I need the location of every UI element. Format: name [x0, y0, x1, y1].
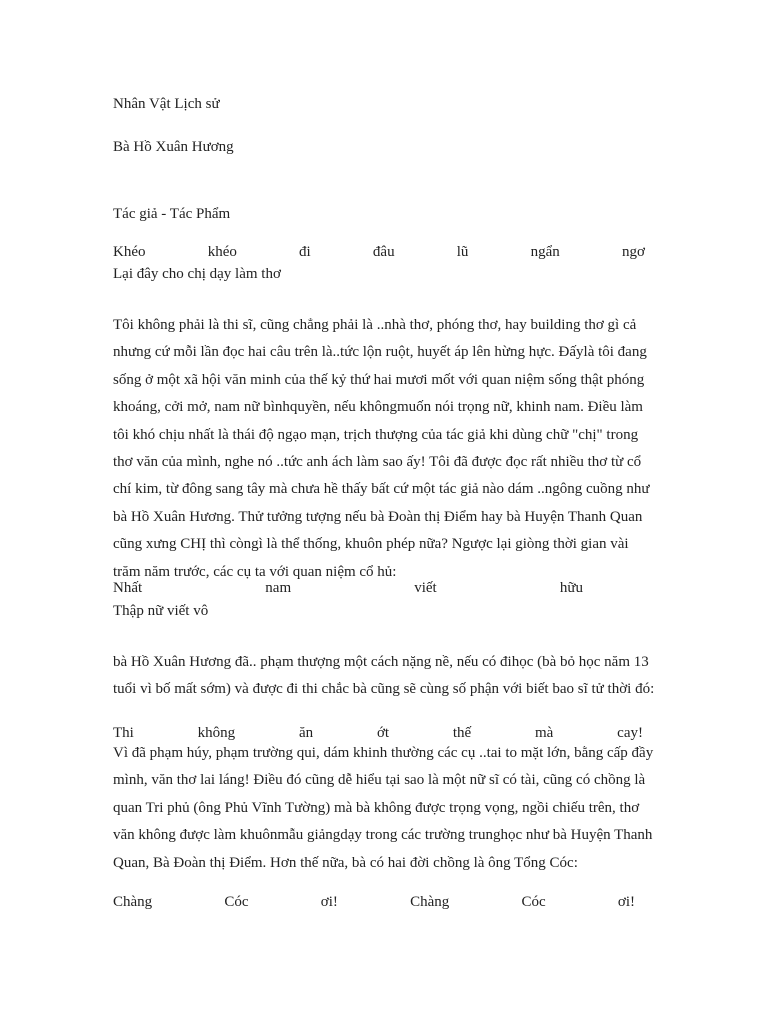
text-line: bà Hồ Xuân Hương đã.. phạm thượng một cách nặng nề, nếu có đihọc (bà bỏ học năm 13: [113, 654, 649, 670]
verse-word: Cóc: [224, 894, 249, 910]
verse-line: [113, 892, 635, 912]
verse-word: Nhất: [113, 580, 143, 596]
verse-line: Lại đây cho chị dạy làm thơ: [113, 266, 281, 282]
text-line: văn không được làm khuônmẫu giảngdạy trong các trường trunghọc như bà Huyện Thanh: [113, 827, 653, 844]
text-line: quan Tri phủ (ông Phủ Vĩnh Tường) mà bà không được trọng vọng, ngồi chiếu trên, thơ: [113, 799, 640, 816]
author-works-label: Tác giả - Tác Phẩm: [113, 206, 231, 222]
verse-word: khéo: [207, 244, 237, 260]
verse-word: lũ: [456, 244, 469, 260]
verse-word: Chàng: [410, 894, 450, 910]
verse-word: ngẩn: [530, 244, 560, 260]
text-line: Vì đã phạm húy, phạm trường qui, dám khinh thường các cụ ..tai to mặt lớn, bằng cấp đầy: [113, 745, 654, 761]
text-line: bà Hồ Xuân Hương. Thử tưởng tượng nếu bà Đoàn thị Điểm hay bà Huyện Thanh Quan: [113, 508, 643, 525]
text-line: tôi khó chịu nhất là thái độ ngạo mạn, trịch thượng của tác giả khi dùng chữ "chị" trong: [113, 426, 639, 443]
text-line: chí kim, từ đông sang tây mà chưa hề thấy bất cứ một tác giả nào dám ..ngông cuồng như: [113, 481, 650, 498]
text-line: tuổi vì bố mất sớm) và được đi thi chắc bà cũng sẽ cùng số phận với biết bao sĩ tử thời đó:: [113, 681, 655, 698]
verse-word: ơi!: [617, 894, 635, 910]
verse-word: Cóc: [521, 894, 546, 910]
verse-word: viết: [414, 580, 437, 596]
verse-word: mà: [535, 725, 554, 741]
verse-word: cay!: [617, 725, 643, 741]
verse-word: ớt: [376, 725, 390, 741]
verse-word: ơi!: [320, 894, 338, 910]
text-line: Quan, Bà Đoàn thị Điểm. Hơn thế nữa, bà có hai đời chồng là ông Tổng Cóc:: [113, 854, 578, 871]
verse-word: thế: [452, 725, 472, 741]
verse-word: Chàng: [113, 894, 153, 910]
verse-word: đâu: [372, 244, 395, 260]
paragraph: [113, 312, 681, 586]
verse-line: [113, 578, 583, 598]
text-line: Tôi không phải là thi sĩ, cũng chẳng phải là ..nhà thơ, phóng thơ, hay building thơ gì cả: [113, 317, 637, 333]
text-line: khoáng, cởi mở, nam nữ bìnhquyền, nếu khôngmuốn nói trọng nữ, khinh nam. Điều làm: [113, 399, 643, 416]
text-line: cũng xưng CHỊ thì còngì là thể thống, khuôn phép nữa? Ngược lại giòng thời gian vài: [113, 536, 629, 553]
verse-word: đi: [299, 244, 311, 260]
verse-word: Khéo: [113, 244, 146, 260]
text-line: nhưng cứ mỗi lần đọc hai câu trên là..tức lộn ruột, huyết áp lên hừng hực. Đấylà tôi đang: [113, 344, 647, 361]
verse-word: hữu: [559, 580, 583, 596]
text-line: trăm năm trước, các cụ ta với quan niệm cổ hủ:: [113, 563, 397, 580]
verse-word: ăn: [298, 725, 314, 741]
verse-word: Thi: [113, 725, 134, 741]
verse-line: [113, 242, 645, 262]
verse-word: ngơ: [621, 244, 645, 260]
subject-heading: Bà Hồ Xuân Hương: [113, 139, 234, 155]
verse-word: nam: [265, 580, 292, 596]
text-line: thơ văn của mình, nghe nó ..tức anh ách làm sao ấy! Tôi đã được đọc rất nhiều thơ từ cổ: [113, 454, 642, 471]
text-line: mình, văn thơ lai láng! Điều đó cũng dễ hiểu tại sao là một nữ sĩ có tài, cũng có chồng là: [113, 772, 646, 789]
verse-line: Thập nữ viết vô: [113, 603, 209, 619]
verse-word: không: [197, 725, 236, 741]
paragraph: [113, 649, 681, 704]
paragraph: [113, 740, 681, 877]
section-heading: Nhân Vật Lịch sử: [113, 96, 220, 112]
text-line: sống ở một xã hội văn minh của thế kỷ thứ hai mươi mốt với quan niệm sống thật phóng: [113, 371, 645, 388]
